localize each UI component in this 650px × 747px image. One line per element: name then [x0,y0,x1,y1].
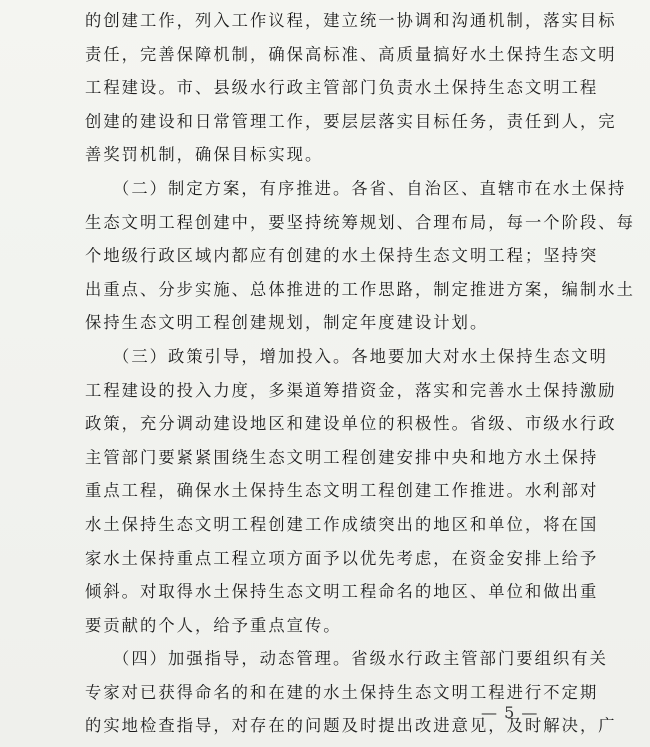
text-line: 工程建设。市、县级水行政主管部门负责水土保持生态文明工程 [85,78,599,98]
section-heading-line: （四）加强指导，动态管理。省级水行政主管部门要组织有关 [113,649,608,669]
text-line: 责任，完善保障机制，确保高标准、高质量搞好水土保持生态文明 [85,44,617,64]
text-line: 要贡献的个人，给予重点宣传。 [85,615,342,635]
text-line: 主管部门要紧紧围绕生态文明工程创建安排中央和地方水土保持 [85,447,599,467]
text-line: 家水土保持重点工程立项方面予以优先考虑，在资金安排上给予 [85,548,599,568]
text-line: 工程建设的投入力度，多渠道筹措资金，落实和完善水土保持激励 [85,380,617,400]
text-line: 的创建工作，列入工作议程，建立统一协调和沟通机制，落实目标 [85,11,617,30]
text-line: 生态文明工程创建中，要坚持统筹规划、合理布局，每一个阶段、每 [85,212,635,232]
page-number: — 5 — [481,703,539,722]
text-line: 保持生态文明工程创建规划，制定年度建设计划。 [85,313,489,333]
text-line: 水土保持生态文明工程创建工作成绩突出的地区和单位，将在国 [85,514,599,534]
text-line: 专家对已获得命名的和在建的水土保持生态文明工程进行不定期 [85,682,599,702]
text-line: 出重点、分步实施、总体推进的工作思路，制定推进方案，编制水土 [85,279,635,299]
section-heading-line: （二）制定方案，有序推进。各省、自治区、直辖市在水土保持 [113,178,627,198]
body-text [85,4,635,743]
text-line: 的实地检查指导，对存在的问题及时提出改进意见，及时解决，广 [85,716,617,736]
text-line: 善奖罚机制，确保目标实现。 [85,145,324,165]
text-line: 创建的建设和日常管理工作，要层层落实目标任务，责任到人，完 [85,111,617,131]
section-heading-line: （三）政策引导，增加投入。各地要加大对水土保持生态文明 [113,346,608,366]
text-line: 重点工程，确保水土保持生态文明工程创建工作推进。水利部对 [85,481,599,501]
text-line: 政策，充分调动建设地区和建设单位的积极性。省级、市级水行政 [85,414,617,434]
text-line: 倾斜。对取得水土保持生态文明工程命名的地区、单位和做出重 [85,582,599,602]
text-line: 个地级行政区域内都应有创建的水土保持生态文明工程；坚持突 [85,246,599,266]
